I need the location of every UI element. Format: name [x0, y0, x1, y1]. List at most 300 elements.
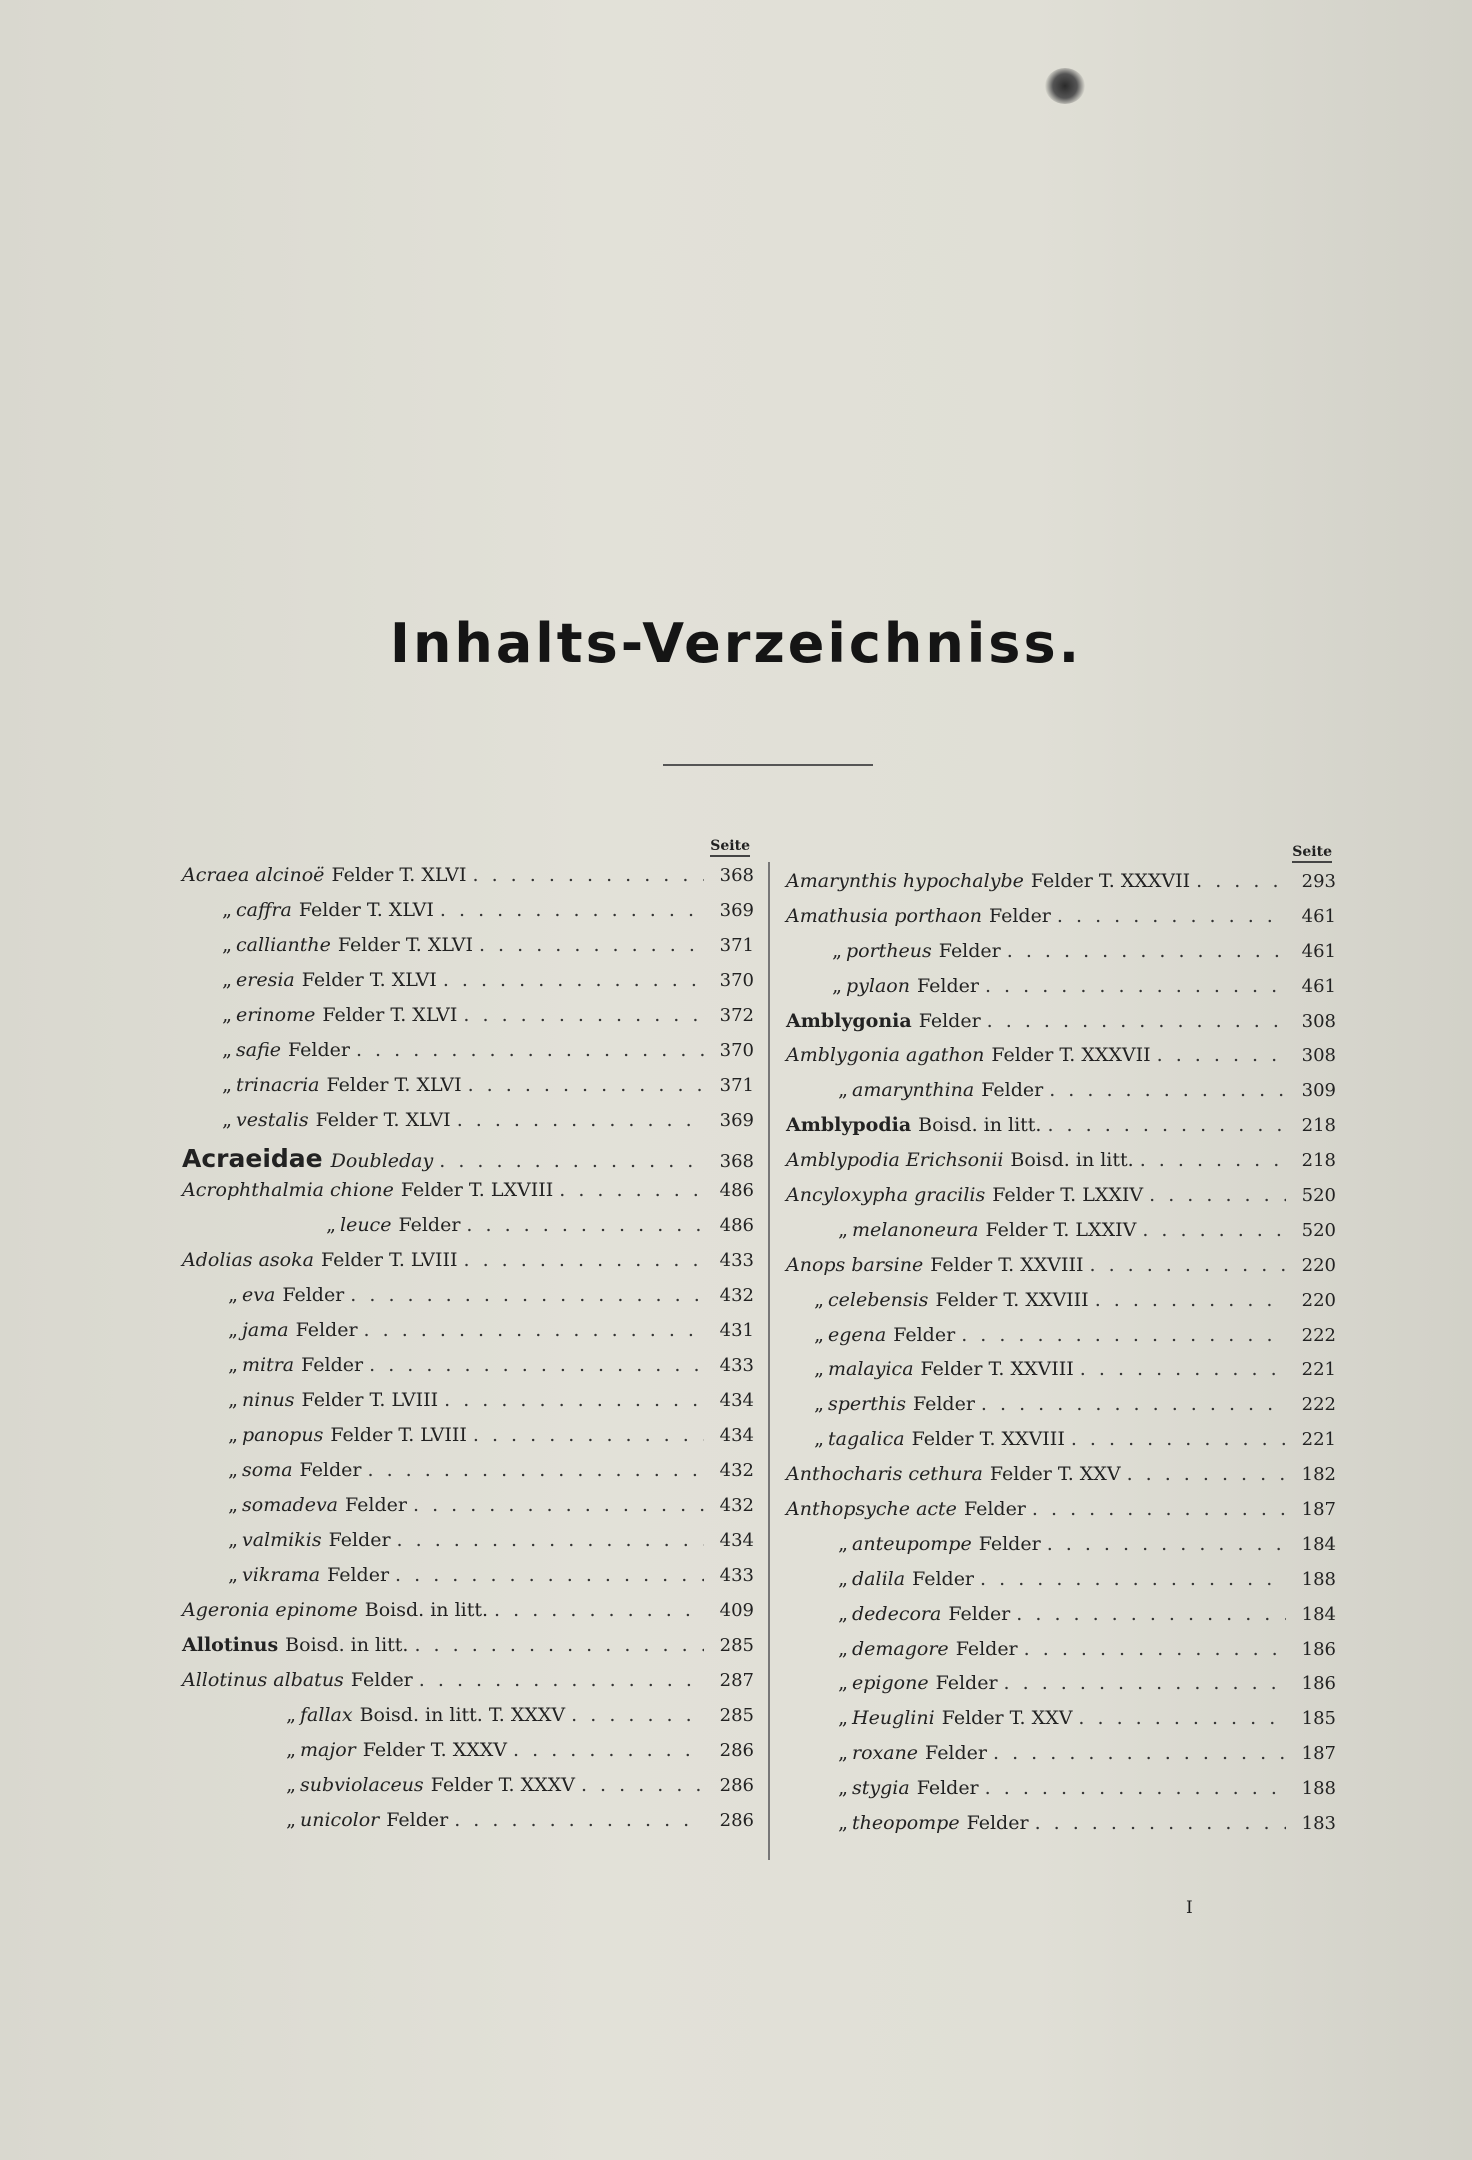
- entry-page-number: 370: [719, 1040, 754, 1061]
- entry-name: sperthis: [828, 1393, 906, 1416]
- entry-author: Doubleday: [330, 1150, 434, 1172]
- entry-page-number: 369: [719, 900, 754, 921]
- entry-page-number: 369: [719, 1110, 754, 1131]
- entry-author: Felder T. XXVIII: [920, 1358, 1074, 1381]
- entry-name: callianthe: [236, 934, 331, 956]
- index-entry: [786, 975, 1336, 1010]
- leader-dots: [1049, 1079, 1286, 1101]
- leader-dots: [571, 1704, 704, 1726]
- entry-name: Amblypodia Erichsonii: [786, 1149, 1004, 1172]
- entry-author: Boisd. in litt.: [918, 1114, 1042, 1137]
- index-entry: [182, 1249, 754, 1284]
- ditto-mark: „: [838, 1602, 848, 1625]
- entry-page-number: 188: [1301, 1568, 1336, 1590]
- ditto-mark: „: [222, 934, 232, 956]
- leader-dots: [1095, 1289, 1286, 1311]
- entry-author: Felder T. XXV: [941, 1707, 1073, 1730]
- entry-name: trinacria: [236, 1074, 320, 1096]
- entry-author: Felder: [963, 1498, 1026, 1521]
- entry-author: Felder: [925, 1742, 988, 1765]
- index-column-left: [182, 838, 754, 1844]
- entry-page-number: 434: [719, 1425, 754, 1446]
- leader-dots: [1196, 870, 1286, 892]
- leader-dots: [395, 1564, 704, 1586]
- index-entry: [182, 1494, 754, 1529]
- ditto-mark: „: [228, 1564, 238, 1586]
- index-entry: [182, 969, 754, 1004]
- entry-author: Felder: [916, 1777, 979, 1800]
- leader-dots: [473, 1424, 704, 1446]
- index-entry: [786, 1603, 1336, 1638]
- entry-page-number: 371: [719, 935, 754, 956]
- leader-dots: [419, 1669, 704, 1691]
- index-entry: [182, 1144, 754, 1179]
- leader-dots: [473, 864, 704, 886]
- entry-author: Felder: [955, 1637, 1018, 1660]
- entry-author: Felder: [988, 904, 1051, 927]
- leader-dots: [1004, 1672, 1286, 1694]
- ditto-mark: „: [832, 939, 842, 962]
- entry-name: melanoneura: [852, 1218, 979, 1241]
- leader-dots: [1127, 1463, 1286, 1485]
- entry-author: Felder: [938, 939, 1001, 962]
- leader-dots: [987, 1010, 1286, 1032]
- leader-dots: [985, 1777, 1286, 1799]
- entry-author: Felder: [301, 1354, 364, 1376]
- index-entry: [182, 864, 754, 899]
- leader-dots: [993, 1742, 1286, 1764]
- ditto-mark: „: [838, 1812, 848, 1835]
- ditto-mark: „: [286, 1704, 296, 1726]
- entry-name: amarynthina: [852, 1079, 975, 1102]
- entry-page-number: 309: [1301, 1080, 1336, 1102]
- entry-author: Felder: [912, 1393, 975, 1416]
- leader-dots: [414, 1634, 704, 1656]
- ditto-mark: „: [222, 1109, 232, 1131]
- leader-dots: [368, 1459, 704, 1481]
- index-entry: [786, 1044, 1336, 1079]
- index-entry: [786, 1114, 1336, 1149]
- index-entry: [182, 1039, 754, 1074]
- ditto-mark: „: [222, 969, 232, 991]
- entry-name: Heuglini: [852, 1707, 935, 1730]
- entry-author: Felder T. XLVI: [322, 1004, 458, 1026]
- entry-page-number: 285: [719, 1635, 754, 1656]
- leader-dots: [464, 1249, 704, 1271]
- index-entry: [182, 1599, 754, 1634]
- leader-dots: [494, 1599, 704, 1621]
- entry-author: Felder T. XLVI: [326, 1074, 462, 1096]
- index-entry: [182, 1564, 754, 1599]
- entry-name: panopus: [242, 1424, 324, 1446]
- ditto-mark: „: [222, 1039, 232, 1061]
- ditto-mark: „: [326, 1214, 336, 1236]
- entry-page-number: 433: [719, 1355, 754, 1376]
- ditto-mark: „: [228, 1284, 238, 1306]
- index-entry: [786, 1777, 1336, 1812]
- leader-dots: [413, 1494, 704, 1516]
- entry-name: Adolias asoka: [182, 1249, 314, 1271]
- index-entry: [786, 870, 1336, 905]
- entry-page-number: 186: [1301, 1638, 1336, 1660]
- entry-name: Amblypodia: [786, 1114, 912, 1137]
- entry-author: Felder: [345, 1494, 407, 1516]
- entry-author: Boisd. in litt.: [285, 1634, 409, 1656]
- entry-name: Acrophthalmia chione: [182, 1179, 394, 1201]
- ditto-mark: „: [222, 1004, 232, 1026]
- entry-page-number: 432: [719, 1285, 754, 1306]
- ink-smudge: [1045, 68, 1085, 104]
- entry-author: Felder T. LXXIV: [992, 1184, 1144, 1207]
- entry-page-number: 286: [719, 1810, 754, 1831]
- entry-page-number: 285: [719, 1705, 754, 1726]
- index-entry: [182, 1214, 754, 1249]
- entry-page-number: 293: [1301, 871, 1336, 892]
- leader-dots: [1047, 1114, 1286, 1136]
- entry-name: subviolaceus: [300, 1774, 424, 1796]
- entry-page-number: 287: [719, 1670, 754, 1691]
- index-entry: [182, 1669, 754, 1704]
- entry-page-number: 433: [719, 1565, 754, 1586]
- ditto-mark: „: [838, 1777, 848, 1800]
- index-entry: [786, 905, 1336, 940]
- ditto-mark: „: [286, 1809, 296, 1831]
- entry-author: Boisd. in litt. T. XXXV: [359, 1704, 566, 1726]
- leader-dots: [1142, 1219, 1286, 1241]
- entry-page-number: 371: [719, 1075, 754, 1096]
- entry-author: Felder T. XXV: [989, 1463, 1121, 1486]
- entry-name: vikrama: [242, 1564, 321, 1586]
- seite-header-right: Seite: [786, 844, 1336, 870]
- entry-name: valmikis: [242, 1529, 322, 1551]
- entry-author: Felder: [978, 1532, 1041, 1555]
- entry-author: Felder T. XXVIII: [935, 1288, 1089, 1311]
- entry-page-number: 186: [1301, 1673, 1336, 1695]
- entry-page-number: 182: [1301, 1464, 1336, 1486]
- entry-name: somadeva: [242, 1494, 339, 1516]
- page-title: Inhalts-Verzeichniss.: [389, 612, 1083, 675]
- entry-page-number: 218: [1301, 1115, 1336, 1137]
- entry-author: Felder: [328, 1529, 391, 1551]
- index-entry: [786, 1324, 1336, 1359]
- entry-author: Felder T. XXXVII: [991, 1044, 1151, 1067]
- entry-name: Amarynthis hypochalybe: [786, 870, 1024, 892]
- entry-author: Felder T. XXXV: [430, 1774, 575, 1796]
- leader-dots: [961, 1324, 1286, 1346]
- ditto-mark: „: [814, 1358, 824, 1381]
- entry-name: caffra: [236, 899, 292, 921]
- entry-page-number: 461: [1301, 975, 1336, 997]
- entry-author: Felder T. XLVI: [315, 1109, 451, 1131]
- index-entry: [786, 1707, 1336, 1742]
- entry-page-number: 286: [719, 1775, 754, 1796]
- entry-page-number: 461: [1301, 940, 1336, 962]
- entry-name: Ancyloxypha gracilis: [786, 1184, 986, 1207]
- entry-author: Felder T. XXVIII: [911, 1428, 1065, 1451]
- entry-name: malayica: [828, 1358, 914, 1381]
- entry-author: Felder: [350, 1669, 413, 1691]
- entry-name: theopompe: [852, 1812, 960, 1835]
- entry-author: Felder: [916, 974, 979, 997]
- leader-dots: [581, 1774, 704, 1796]
- entry-author: Boisd. in litt.: [1010, 1149, 1134, 1172]
- entry-page-number: 434: [719, 1390, 754, 1411]
- entry-page-number: 188: [1301, 1778, 1336, 1800]
- leader-dots: [1071, 1428, 1286, 1450]
- ditto-mark: „: [228, 1494, 238, 1516]
- index-entry: [786, 1184, 1336, 1219]
- index-entry: [182, 1074, 754, 1109]
- index-entry: [786, 1498, 1336, 1533]
- entry-page-number: 431: [719, 1320, 754, 1341]
- index-entry: [182, 1389, 754, 1424]
- entry-name: Anthocharis cethura: [786, 1463, 983, 1486]
- entry-author: Felder: [398, 1214, 461, 1236]
- entry-name: eva: [242, 1284, 276, 1306]
- entry-author: Felder: [948, 1602, 1011, 1625]
- index-entry: [786, 1289, 1336, 1324]
- entry-page-number: 185: [1301, 1708, 1336, 1730]
- entry-page-number: 486: [719, 1180, 754, 1201]
- index-entry: [182, 899, 754, 934]
- index-entry: [786, 1742, 1336, 1777]
- index-entry: [182, 1424, 754, 1459]
- index-entry: [182, 1004, 754, 1039]
- leader-dots: [985, 975, 1286, 997]
- index-entry: [786, 940, 1336, 975]
- entry-page-number: 218: [1301, 1150, 1336, 1172]
- entry-name: roxane: [852, 1742, 919, 1765]
- ditto-mark: „: [838, 1532, 848, 1555]
- leader-dots: [369, 1354, 704, 1376]
- index-entry: [786, 1254, 1336, 1289]
- entry-name: Amblygonia agathon: [786, 1044, 985, 1067]
- index-column-right: [786, 838, 1336, 1847]
- entry-page-number: 221: [1301, 1359, 1336, 1381]
- ditto-mark: „: [228, 1424, 238, 1446]
- entry-author: Felder T. XXXVII: [1030, 870, 1191, 892]
- index-entry: [786, 1010, 1336, 1045]
- entry-page-number: 461: [1301, 905, 1336, 927]
- entry-author: Felder T. XLVI: [298, 899, 434, 921]
- index-entry: [182, 1704, 754, 1739]
- index-entry: [786, 1812, 1336, 1847]
- entry-name: mitra: [242, 1354, 295, 1376]
- ditto-mark: „: [832, 974, 842, 997]
- entry-name: safie: [236, 1039, 281, 1061]
- entry-page-number: 187: [1301, 1743, 1336, 1765]
- entry-page-number: 183: [1301, 1813, 1336, 1835]
- leader-dots: [479, 934, 704, 956]
- entry-name: major: [300, 1739, 356, 1761]
- index-entry: [182, 1634, 754, 1669]
- entry-name: Amblygonia: [786, 1009, 912, 1032]
- index-entry: [182, 1284, 754, 1319]
- leader-dots: [1157, 1044, 1286, 1066]
- entry-name: portheus: [846, 939, 932, 962]
- entry-name: vestalis: [236, 1109, 309, 1131]
- ditto-mark: „: [228, 1459, 238, 1481]
- index-entry: [786, 1358, 1336, 1393]
- entry-author: Felder T. LVIII: [301, 1389, 439, 1411]
- index-entry: [182, 1529, 754, 1564]
- leader-dots: [468, 1074, 704, 1096]
- entry-name: jama: [242, 1319, 289, 1341]
- entry-page-number: 520: [1301, 1185, 1336, 1207]
- entry-author: Felder T. XLVI: [331, 864, 467, 886]
- index-entry: [182, 1739, 754, 1774]
- leader-dots: [1057, 905, 1286, 927]
- entry-page-number: 486: [719, 1215, 754, 1236]
- ditto-mark: „: [838, 1079, 848, 1102]
- leader-dots: [1024, 1638, 1286, 1660]
- leader-dots: [439, 1150, 704, 1172]
- index-entry: [786, 1638, 1336, 1673]
- entry-author: Felder T. LXVIII: [400, 1179, 554, 1201]
- ditto-mark: „: [814, 1323, 824, 1346]
- entry-name: epigone: [852, 1672, 929, 1695]
- leader-dots: [1047, 1533, 1286, 1555]
- entry-page-number: 368: [719, 1151, 754, 1172]
- ditto-mark: „: [838, 1742, 848, 1765]
- entry-page-number: 372: [719, 1005, 754, 1026]
- entry-name: Anops barsine: [786, 1253, 924, 1276]
- entry-name: stygia: [852, 1777, 910, 1800]
- column-divider: [768, 862, 770, 1860]
- index-entry: [786, 1219, 1336, 1254]
- leader-dots: [1007, 940, 1286, 962]
- leader-dots: [466, 1214, 704, 1236]
- entry-name: ninus: [242, 1389, 295, 1411]
- entry-name: eresia: [236, 969, 295, 991]
- index-entry: [182, 934, 754, 969]
- ditto-mark: „: [814, 1393, 824, 1416]
- entry-name: demagore: [852, 1637, 949, 1660]
- index-entry: [786, 1533, 1336, 1568]
- entry-name: Amathusia porthaon: [786, 904, 982, 927]
- ditto-mark: „: [286, 1774, 296, 1796]
- index-list-left: [182, 864, 754, 1844]
- leader-dots: [440, 899, 704, 921]
- ditto-mark: „: [222, 899, 232, 921]
- leader-dots: [1016, 1603, 1286, 1625]
- entry-author: Felder: [893, 1323, 956, 1346]
- leader-dots: [1140, 1149, 1286, 1171]
- entry-author: Felder: [966, 1812, 1029, 1835]
- index-entry: [182, 1459, 754, 1494]
- entry-author: Felder T. XXVIII: [930, 1253, 1084, 1276]
- ditto-mark: „: [838, 1218, 848, 1241]
- leader-dots: [364, 1319, 704, 1341]
- ditto-mark: „: [228, 1354, 238, 1376]
- ditto-mark: „: [838, 1567, 848, 1590]
- leader-dots: [444, 1389, 704, 1411]
- index-list-right: [786, 870, 1336, 1847]
- entry-author: Felder: [295, 1319, 358, 1341]
- entry-page-number: 286: [719, 1740, 754, 1761]
- leader-dots: [1149, 1184, 1286, 1206]
- entry-author: Boisd. in litt.: [364, 1599, 489, 1621]
- entry-author: Felder T. XXXV: [362, 1739, 508, 1761]
- seite-header-left: Seite: [182, 838, 754, 864]
- leader-dots: [1035, 1812, 1286, 1834]
- leader-dots: [981, 1393, 1286, 1415]
- entry-page-number: 409: [719, 1600, 754, 1621]
- entry-name: Allotinus albatus: [182, 1669, 344, 1691]
- entry-page-number: 520: [1301, 1219, 1336, 1241]
- entry-author: Felder T. XLVI: [337, 934, 473, 956]
- ditto-mark: „: [228, 1529, 238, 1551]
- index-entry: [182, 1354, 754, 1389]
- leader-dots: [356, 1039, 704, 1061]
- entry-page-number: 184: [1301, 1533, 1336, 1555]
- entry-author: Felder T. LVIII: [330, 1424, 467, 1446]
- entry-author: Felder T. XLVI: [301, 969, 437, 991]
- entry-name: tagalica: [828, 1428, 905, 1451]
- leader-dots: [1032, 1498, 1286, 1520]
- entry-page-number: 184: [1301, 1603, 1336, 1625]
- entry-name: Anthopsyche acte: [786, 1498, 957, 1521]
- leader-dots: [457, 1109, 704, 1131]
- leader-dots: [559, 1179, 704, 1201]
- entry-name: egena: [828, 1323, 887, 1346]
- ditto-mark: „: [814, 1288, 824, 1311]
- entry-page-number: 308: [1301, 1045, 1336, 1067]
- entry-name: Acraea alcinoë: [182, 864, 325, 886]
- entry-name: dedecora: [852, 1602, 942, 1625]
- entry-name: Allotinus: [182, 1634, 279, 1656]
- ditto-mark: „: [838, 1672, 848, 1695]
- ditto-mark: „: [222, 1074, 232, 1096]
- index-entry: [182, 1179, 754, 1214]
- leader-dots: [1078, 1707, 1286, 1729]
- leader-dots: [980, 1568, 1286, 1590]
- leader-dots: [350, 1284, 704, 1306]
- page-signature: I: [1186, 1898, 1193, 1918]
- index-entry: [182, 1319, 754, 1354]
- title-rule: [663, 764, 873, 766]
- ditto-mark: „: [814, 1428, 824, 1451]
- entry-page-number: 220: [1301, 1289, 1336, 1311]
- index-entry: [182, 1809, 754, 1844]
- leader-dots: [443, 969, 704, 991]
- entry-page-number: 432: [719, 1495, 754, 1516]
- entry-name: soma: [242, 1459, 293, 1481]
- entry-name: Acraeidae: [182, 1144, 323, 1173]
- entry-name: erinome: [236, 1004, 316, 1026]
- ditto-mark: „: [228, 1389, 238, 1411]
- leader-dots: [463, 1004, 704, 1026]
- index-entry: [786, 1672, 1336, 1707]
- index-entry: [786, 1463, 1336, 1498]
- entry-author: Felder: [935, 1672, 998, 1695]
- entry-name: dalila: [852, 1567, 906, 1590]
- entry-name: unicolor: [300, 1809, 380, 1831]
- ditto-mark: „: [838, 1637, 848, 1660]
- entry-name: pylaon: [846, 974, 910, 997]
- index-entry: [786, 1568, 1336, 1603]
- index-entry: [182, 1109, 754, 1144]
- entry-author: Felder: [288, 1039, 350, 1061]
- entry-author: Felder T. LXXIV: [985, 1218, 1137, 1241]
- entry-name: leuce: [340, 1214, 392, 1236]
- leader-dots: [454, 1809, 704, 1831]
- entry-name: anteupompe: [852, 1532, 972, 1555]
- index-entry: [786, 1149, 1336, 1184]
- entry-author: Felder: [299, 1459, 362, 1481]
- leader-dots: [397, 1529, 704, 1551]
- ditto-mark: „: [838, 1707, 848, 1730]
